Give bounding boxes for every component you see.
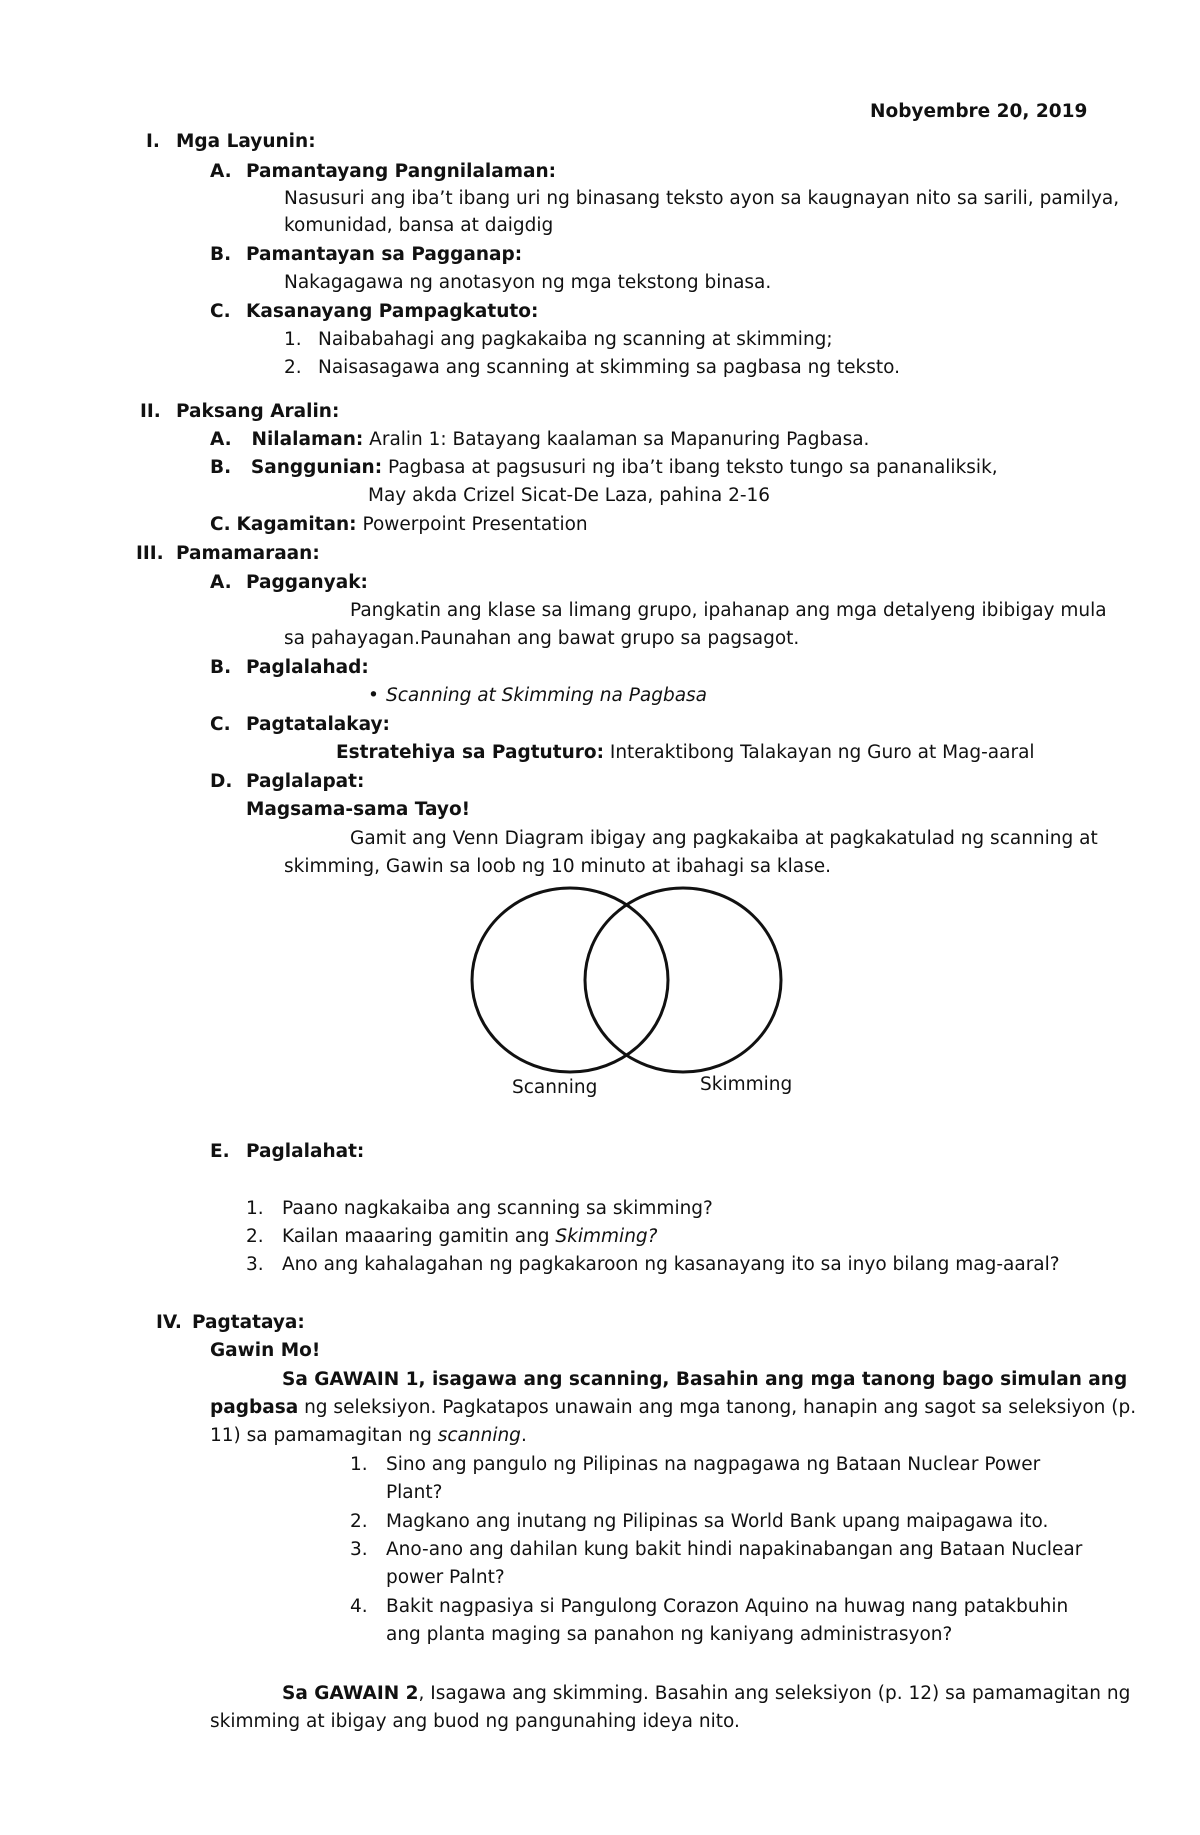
- s4-subtitle: Gawin Mo!: [210, 1340, 321, 1361]
- s4-item-line2: power Palnt?: [386, 1567, 505, 1588]
- s2-b-line2: May akda Crizel Sicat-De Laza, pahina 2-16: [368, 485, 771, 506]
- s3-d-letter: D.: [210, 771, 233, 792]
- s3-d-line2: skimming, Gawin sa loob ng 10 minuto at ibahagi sa klase.: [284, 856, 832, 877]
- s3-c-letter: C.: [210, 714, 231, 735]
- s3-a-letter: A.: [210, 572, 232, 593]
- section-2-number: II.: [140, 401, 161, 422]
- s3-c-text: Interaktibong Talakayan ng Guro at Mag-aaral: [603, 742, 1035, 763]
- venn-label-skimming: Skimming: [700, 1074, 793, 1095]
- s3-e-item-text: Ano ang kahalagahan ng pagkakaroon ng kasanayang ito sa inyo bilang mag-aaral?: [282, 1254, 1060, 1275]
- s4-gawain1-line3-text: 11) sa pamamagitan ng: [210, 1425, 438, 1446]
- s3-e-item-num: 2.: [246, 1226, 264, 1247]
- s1-c-item-text: Naibabahagi ang pagkakaiba ng scanning at skimming;: [318, 329, 833, 350]
- venn-label-scanning: Scanning: [512, 1077, 598, 1098]
- section-3-title: Pamamaraan:: [176, 543, 320, 564]
- s4-gawain1-line2-text: ng seleksiyon. Pagkatapos unawain ang mga tanong, hanapin ang sagot sa seleksiyon (p.: [298, 1397, 1137, 1418]
- s2-c-letter: C.: [210, 514, 231, 535]
- s3-e-item-text: [282, 1225, 658, 1249]
- s4-gawain1-line3-em: scanning: [437, 1425, 521, 1446]
- s3-e-title: Paglalahat:: [246, 1141, 365, 1162]
- venn-circle-skimming: [585, 888, 781, 1072]
- s3-b-item: Scanning at Skimming na Pagbasa: [386, 685, 708, 706]
- s1-a-line1: Nasusuri ang iba’t ibang uri ng binasang teksto ayon sa kaugnayan nito sa sarili, pamilya,: [284, 188, 1120, 209]
- s3-a-line1: Pangkatin ang klase sa limang grupo, ipahanap ang mga detalyeng ibibigay mula: [350, 600, 1107, 621]
- s4-item-line1: Ano-ano ang dahilan kung bakit hindi napakinabangan ang Bataan Nuclear: [386, 1539, 1083, 1560]
- s4-item-num: 4.: [350, 1596, 368, 1617]
- s3-e-item-num: 3.: [246, 1254, 264, 1275]
- s2-c-label: Kagamitan:: [236, 514, 357, 535]
- s3-b-bullet: •: [368, 685, 379, 706]
- s4-item-line1: Sino ang pangulo ng Pilipinas na nagpagawa ng Bataan Nuclear Power: [386, 1454, 1041, 1475]
- s3-a-title: Pagganyak:: [246, 572, 368, 593]
- s4-gawain2-line1: [282, 1682, 1130, 1706]
- s4-gawain2-line2: skimming at ibigay ang buod ng pangunahing ideya nito.: [210, 1711, 740, 1732]
- s3-c-label: Estratehiya sa Pagtuturo:: [336, 742, 604, 763]
- venn-diagram: [470, 885, 800, 1075]
- s4-item-num: 3.: [350, 1539, 368, 1560]
- s2-a-letter: A.: [210, 429, 232, 450]
- s3-e-item-num: 1.: [246, 1198, 264, 1219]
- section-1-title: Mga Layunin:: [176, 131, 316, 152]
- s1-b-letter: B.: [210, 244, 232, 265]
- s1-b-line1: Nakagagawa ng anotasyon ng mga tekstong binasa.: [284, 272, 772, 293]
- s2-c-text: Powerpoint Presentation: [356, 514, 588, 535]
- section-4-number: IV.: [156, 1312, 182, 1333]
- s1-c-item-text: Naisasagawa ang scanning at skimming sa pagbasa ng teksto.: [318, 357, 901, 378]
- s1-a-line2: komunidad, bansa at daigdig: [284, 215, 554, 236]
- venn-circle-scanning: [472, 888, 668, 1072]
- s4-item-line2: ang planta maging sa panahon ng kaniyang administrasyon?: [386, 1624, 953, 1645]
- s3-d-line1: Gamit ang Venn Diagram ibigay ang pagkakaiba at pagkakatulad ng scanning at: [350, 828, 1098, 849]
- s2-a: [210, 428, 869, 452]
- s1-c-title: Kasanayang Pampagkatuto:: [246, 301, 539, 322]
- s4-item-num: 1.: [350, 1454, 368, 1475]
- s1-a-title: Pamantayang Pangnilalaman:: [246, 161, 557, 182]
- s2-b-text: Pagbasa at pagsusuri ng iba’t ibang teksto tungo sa pananaliksik,: [382, 457, 998, 478]
- s1-a-letter: A.: [210, 161, 232, 182]
- section-3-number: III.: [136, 543, 164, 564]
- section-4-title: Pagtataya:: [192, 1312, 305, 1333]
- s4-gawain2-bold: Sa GAWAIN 2: [282, 1683, 419, 1704]
- s4-item-line1: Bakit nagpasiya si Pangulong Corazon Aquino na huwag nang patakbuhin: [386, 1596, 1069, 1617]
- s2-b-letter: B.: [210, 457, 232, 478]
- s4-gawain1-line3: [210, 1424, 527, 1448]
- s3-b-letter: B.: [210, 657, 232, 678]
- s4-gawain1-line3-end: .: [520, 1425, 527, 1446]
- s3-b-title: Paglalahad:: [246, 657, 369, 678]
- s3-a-line2: sa pahayagan.Paunahan ang bawat grupo sa pagsagot.: [284, 628, 800, 649]
- s4-gawain1-line2-bold: pagbasa: [210, 1397, 299, 1418]
- s3-e-letter: E.: [210, 1141, 230, 1162]
- s4-item-line1: Magkano ang inutang ng Pilipinas sa World Bank upang maipagawa ito.: [386, 1511, 1049, 1532]
- s3-d-subtitle: Magsama-sama Tayo!: [246, 799, 471, 820]
- s3-d-title: Paglalapat:: [246, 771, 365, 792]
- s4-gawain2-text: , Isagawa ang skimming. Basahin ang seleksiyon (p. 12) sa pamamagitan ng: [418, 1683, 1131, 1704]
- s3-e-item-2-em: Skimming?: [555, 1226, 658, 1247]
- s4-item-num: 2.: [350, 1511, 368, 1532]
- s2-b: [210, 456, 998, 480]
- section-2-title: Paksang Aralin:: [176, 401, 340, 422]
- date: Nobyembre 20, 2019: [870, 101, 1088, 122]
- s2-a-label: Nilalaman:: [251, 429, 364, 450]
- s4-item-line2: Plant?: [386, 1482, 443, 1503]
- s4-gawain1-line1: Sa GAWAIN 1, isagawa ang scanning, Basahin ang mga tanong bago simulan ang: [282, 1369, 1128, 1390]
- s3-c-strategy: [336, 741, 1035, 765]
- section-1-number: I.: [146, 131, 160, 152]
- s1-b-title: Pamantayan sa Pagganap:: [246, 244, 523, 265]
- s1-c-item-num: 1.: [284, 329, 302, 350]
- s2-c: [210, 513, 588, 537]
- s2-a-text: Aralin 1: Batayang kaalaman sa Mapanuring Pagbasa.: [363, 429, 870, 450]
- s2-b-label: Sanggunian:: [250, 457, 383, 478]
- s1-c-item-num: 2.: [284, 357, 302, 378]
- s1-c-letter: C.: [210, 301, 231, 322]
- s4-gawain1-line2: [210, 1396, 1136, 1420]
- s3-c-title: Pagtatalakay:: [246, 714, 390, 735]
- s3-e-item-text: Paano nagkakaiba ang scanning sa skimming?: [282, 1198, 713, 1219]
- s3-e-item-2-text: Kailan maaaring gamitin ang: [282, 1226, 556, 1247]
